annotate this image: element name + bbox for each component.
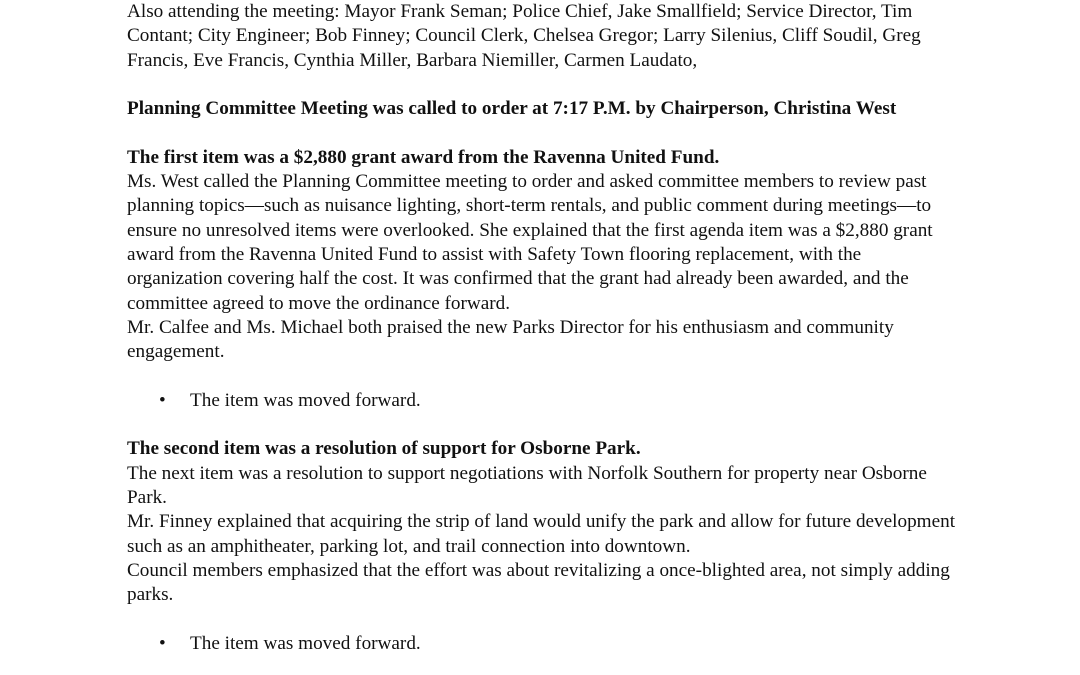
item-2-paragraph-1: The next item was a resolution to support negotiations with Norfolk Southern for property near Osborne Park. <box>127 462 927 508</box>
item-1-heading: The first item was a $2,880 grant award from the Ravenna United Fund. <box>127 146 720 168</box>
item-1-bullet-list <box>127 389 957 413</box>
item-1-paragraph-1: Ms. West called the Planning Committee meeting to order and asked committee members to review past planning topics—such as nuisance lighting, short-term rentals, and public comment during meetings—to ensure no unresolved items were overlooked. She explained that the first agenda item was a $2,880 grant award from the Ravenna United Fund to assist with Safety Town flooring replacement, with the organization covering half the cost. It was confirmed that the grant had already been awarded, and the committee agreed to move the ordinance forward. <box>127 171 933 314</box>
item-1-bullet: • The item was moved forward. <box>127 389 957 413</box>
spacer <box>127 121 957 145</box>
item-2-heading: The second item was a resolution of support for Osborne Park. <box>127 438 641 460</box>
item-2-bullet-list <box>127 632 957 656</box>
spacer <box>127 413 957 437</box>
attendees-paragraph: Also attending the meeting: Mayor Frank Seman; Police Chief, Jake Smallfield; Service Director, Tim Contant; City Engineer; Bob Finney; Council Clerk, Chelsea Gregor; Larry Silenius, Cliff Soudil, Greg Francis, Eve Francis, Cynthia Miller, Barbara Niemiller, Carmen Laudato, <box>127 1 921 71</box>
agenda-item-2 <box>127 437 957 656</box>
item-2-paragraph-2: Mr. Finney explained that acquiring the strip of land would unify the park and allow for future development such as an amphitheater, parking lot, and trail connection into downtown. <box>127 511 956 557</box>
item-2-paragraph-3: Council members emphasized that the effort was about revitalizing a once-blighted area, not simply adding parks. <box>127 559 950 606</box>
item-2-bullet: • The item was moved forward. <box>127 632 957 656</box>
spacer <box>127 364 957 388</box>
document-page <box>127 0 957 656</box>
agenda-item-1 <box>127 146 957 413</box>
spacer <box>127 607 957 631</box>
call-to-order-heading: Planning Committee Meeting was called to order at 7:17 P.M. by Chairperson, Christina West <box>127 98 897 120</box>
spacer <box>127 73 957 97</box>
item-1-paragraph-2: Mr. Calfee and Ms. Michael both praised the new Parks Director for his enthusiasm and community engagement. <box>127 316 894 363</box>
